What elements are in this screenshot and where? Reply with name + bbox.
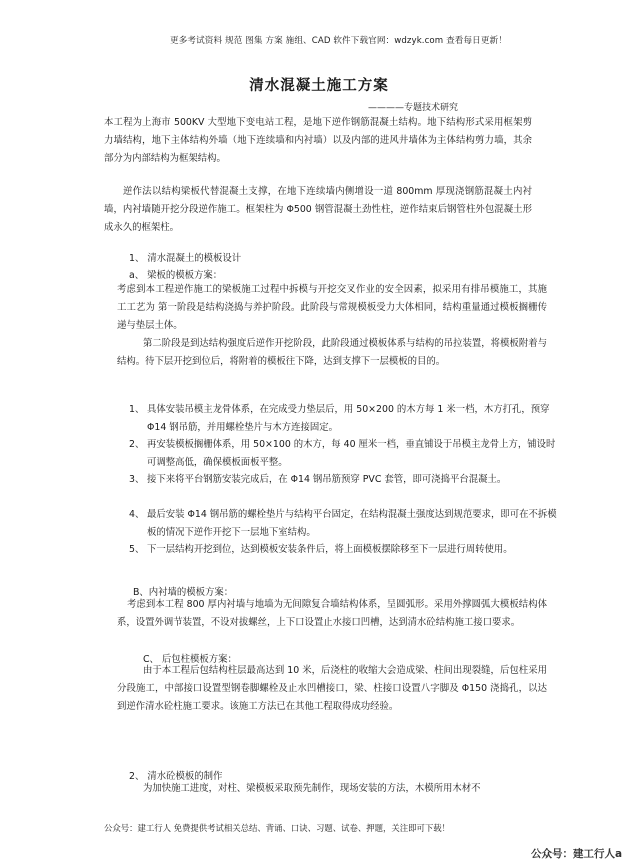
list-number: 1、 — [129, 404, 145, 415]
list-text: 最后安装 Φ14 钢吊筋的螺栓垫片与结构平台固定，在结构混凝土强度达到规范要求，即可在不拆模板的情况下逆作开挖下一层地下室结构。 — [147, 509, 557, 538]
section-2-heading: 2、 清水砼模板的制作 — [129, 771, 223, 782]
list-number: 2、 — [129, 439, 145, 450]
list-number: 3、 — [129, 474, 145, 485]
section-1c-heading: C、 后包柱模板方案： — [143, 654, 237, 665]
intro-paragraph-1: 本工程为上海市 500KV 大型地下变电站工程，是地下逆作钢筋混凝土结构。地下结构形式采用框架剪力墙结构，地下主体结构外墙（地下连续墙和内衬墙）以及内部的进风井墙体为主体结构剪力墙，其余部分为内部结构为框架结构。 — [104, 117, 532, 164]
beam-formwork-paragraph-1: 考虑到本工程逆作施工的梁板施工过程中拆模与开挖交叉作业的安全因素，拟采用有排吊模施工，其施工工艺为 第一阶段是结构浇捣与养护阶段。此阶段与常规模板受力大体相同，结构重量通过模板搁栅传递与垫层土体。 — [117, 284, 547, 331]
beam-formwork-paragraph-2: 第二阶段是到达结构强度后逆作开挖阶段，此阶段通过模板体系与结构的吊拉装置，将模板附着与结构。待下层开挖到位后，将附着的模板往下降，达到支撑下一层模板的目的。 — [117, 338, 547, 367]
footer-note: 公众号：建工行人 免费提供考试相关总结、背诵、口诀、习题、试卷、押题，关注即可下载！ — [104, 823, 451, 833]
list-text: 具体安装吊模主龙骨体系，在完成受力垫层后，用 50×200 的木方每 1 米一档，木方打孔，预穿 Φ14 钢吊筋，并用螺栓垫片与木方连接固定。 — [147, 404, 550, 433]
document-title: 清水混凝土施工方案 — [249, 78, 389, 94]
list-text: 再安装模板搁栅体系，用 50×100 的木方，每 40 厘米一档，垂直铺设于吊模主龙骨上方，铺设时可调整高低，确保模板面板平整。 — [147, 439, 556, 468]
watermark-account: 公众号：建工行人a — [531, 848, 623, 860]
document-subtitle: ————专题技术研究 — [368, 103, 459, 113]
column-formwork-paragraph: 由于本工程后包结构柱层最高达到 10 米，后浇柱的收缩大会造成梁、柱间出现裂缝，后包柱采用分段施工，中部接口设置型钢卷脚螺栓及止水凹槽接口，梁、柱接口设置八字脚及 Φ150 浇捣孔，以达到逆作清水砼柱施工要求。该施工方法已在其他工程取得成功经验。 — [117, 665, 547, 712]
list-text: 接下来将平台钢筋安装完成后，在 Φ14 钢吊筋预穿 PVC 套管，即可浇捣平台混凝土。 — [147, 474, 507, 485]
download-notice: 更多考试资料 规范 图集 方案 施组、CAD 软件下载官网：wdzyk.com 查看每日更新！ — [170, 36, 507, 46]
inner-wall-paragraph: 考虑到本工程 800 厚内衬墙与地墙为无间隙复合墙结构体系，呈圆弧形。采用外撑圆弧大模板结构体系，设置外调节装置，不设对拔螺丝，上下口设置止水接口凹槽，达到清水砼结构施工接口要求。 — [117, 599, 547, 628]
section-1b-heading: B、内衬墙的模板方案： — [133, 587, 234, 598]
section-1-heading: 1、 清水混凝土的模板设计 — [129, 253, 242, 264]
section-2-paragraph: 为加快施工进度，对柱、梁模板采取预先制作，现场安装的方法，木模所用木材不 — [143, 783, 481, 794]
list-number: 5、 — [129, 544, 145, 555]
list-text: 下一层结构开挖到位，达到模板安装条件后，将上面模板摆除移至下一层进行周转使用。 — [147, 544, 513, 555]
intro-paragraph-2: 逆作法以结构梁板代替混凝土支撑，在地下连续墙内侧增设一道 800mm 厚现浇钢筋混凝土内衬墙，内衬墙随开挖分段逆作施工。框架柱为 Φ500 钢管混凝土劲性柱，逆作结束后钢管柱外包混凝土形成永久的框架柱。 — [104, 186, 532, 233]
section-1a-heading: a、 梁板的模板方案： — [129, 270, 223, 281]
list-number: 4、 — [129, 509, 145, 520]
